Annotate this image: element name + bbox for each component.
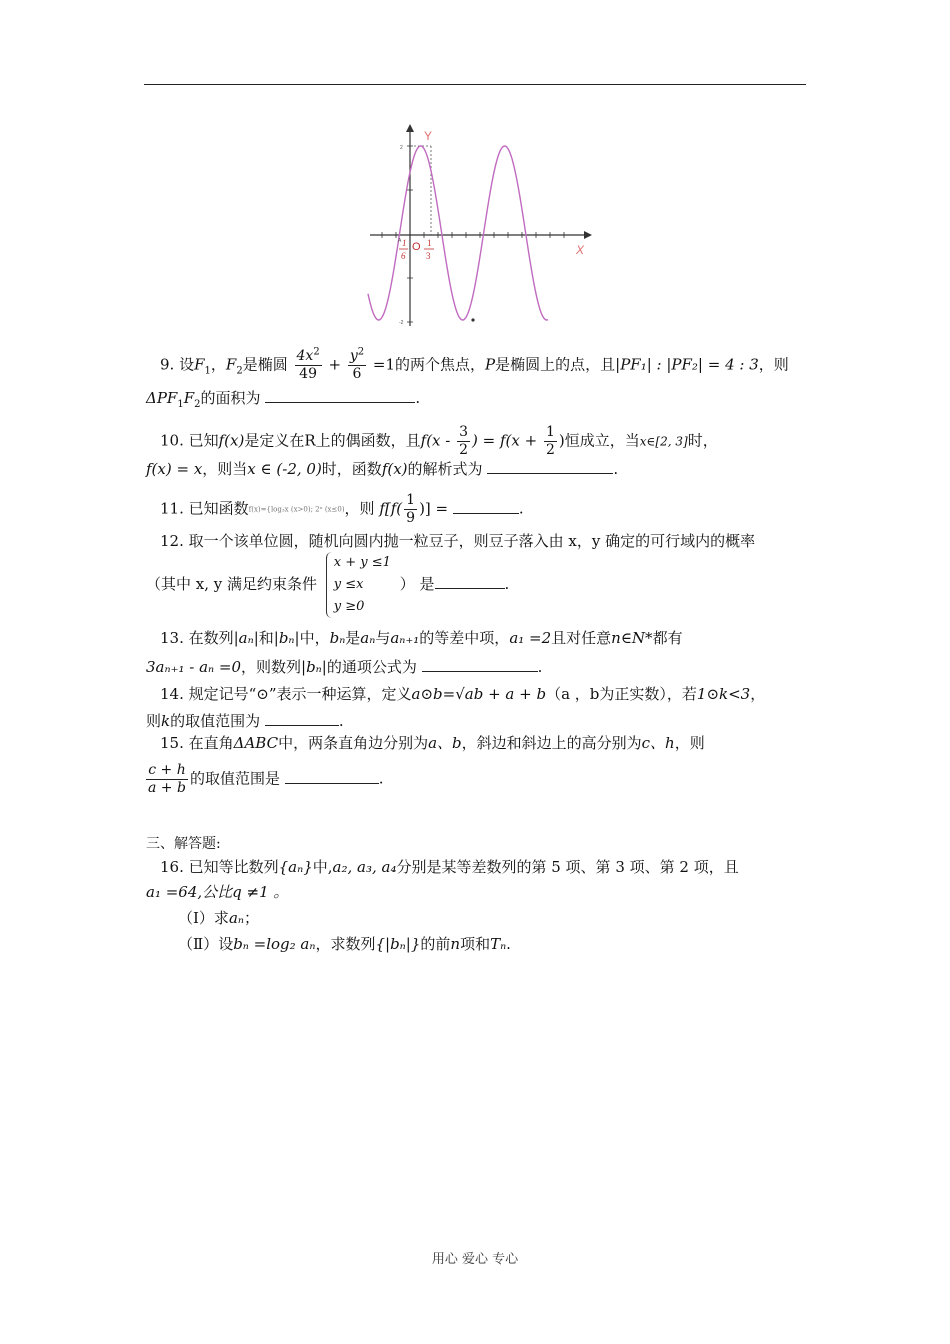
q12-line2: （其中 x, y 满足约束条件 x + y ≤1 y ≤x y ≥0 ） 是 . [146, 552, 509, 618]
q13-line2: 3aₙ₊₁ - aₙ =0，则数列|bₙ|的通项公式为 . [146, 658, 543, 676]
tick-y-neg2: -2 [399, 320, 404, 326]
q11-number: 11. 已知函数 [160, 499, 249, 518]
q9-frac1: $\frac{4x^2}{49}$ [296, 346, 320, 382]
q16-part1: （Ⅰ）求aₙ； [178, 909, 259, 927]
q9-number: 9. 设 [160, 355, 195, 374]
q16-part2: （Ⅱ）设bₙ =log₂ aₙ，求数列{|bₙ|}的前n项和Tₙ. [178, 935, 511, 953]
q14-line2: 则k的取值范围为 . [146, 712, 344, 730]
q10-answer-blank [487, 459, 613, 474]
q11-answer-blank [453, 499, 519, 514]
q9-ratio: |PF₁| : |PF₂| = 4 : 3 [615, 355, 759, 374]
q12-answer-blank [435, 574, 505, 589]
header-rule [144, 84, 806, 85]
q11-line: 11. 已知函数f(x)={log₃x (x>0); 2ˣ (x≤0)，则 f[f( $\frac{1}{9}$ )] = . [160, 492, 524, 526]
q13-line1: 13. 在数列|aₙ|和|bₙ|中，bₙ是aₙ与aₙ₊₁的等差中项，a₁ =2且对任意n∈N*都有 [160, 629, 683, 647]
q10-number: 10. 已知 [160, 431, 219, 450]
q13-answer-blank [422, 657, 538, 672]
x-axis-label: X [576, 243, 585, 257]
q15-line2: $\frac{c + h}{a + b}$ 的取值范围是 . [148, 762, 384, 796]
page-footer: 用心 爱心 专心 [431, 1252, 519, 1267]
tick-y-2: 2 [400, 145, 403, 151]
q12-line1: 12. 取一个该单位圆，随机向圆内抛一粒豆子，则豆子落入由 x，y 确定的可行域内的概率 [160, 532, 756, 550]
q16-line2: a₁ =64,公比q ≠1 。 [146, 883, 289, 901]
q9-frac2: $\frac{y^2}{6}$ [349, 346, 365, 382]
q13-number: 13. 在数列 [160, 629, 234, 647]
tick-right-den: 3 [426, 251, 431, 261]
tick-left-den: 6 [401, 251, 406, 261]
tick-a: A [398, 238, 402, 244]
q10-line2: f(x) = x，则当x ∈ (-2, 0)时，函数f(x)的解析式为 . [146, 460, 619, 478]
q12-constraint-system: x + y ≤1 y ≤x y ≥0 [326, 552, 391, 618]
tick-right-num: 1 [427, 238, 432, 248]
q10-line1: 10. 已知f(x)是定义在R上的偶函数，且f(x - $\frac{3}{2}$ ) = f(x + $\frac{1}{2}$ )恒成立，当x∈[2, 3]时， [160, 424, 718, 458]
q16-number: 16. 已知等比数列 [160, 858, 279, 876]
q15-number: 15. 在直角 [160, 734, 234, 752]
x-axis-arrow [584, 231, 592, 239]
min-point [471, 318, 474, 321]
y-axis-label: Y [424, 129, 433, 143]
q16-line1: 16. 已知等比数列{aₙ}中,a₂, a₃, a₄分别是某等差数列的第 5 项、第 3 项、第 2 项，且 [160, 858, 739, 876]
q14-answer-blank [265, 711, 339, 726]
origin-label: O [412, 241, 421, 253]
sine-curve [368, 146, 548, 320]
q14-number: 14. 规定记号“⊙”表示一种运算，定义 [160, 685, 412, 703]
q15-line1: 15. 在直角ΔABC中，两条直角边分别为a、b，斜边和斜边上的高分别为c、h，则 [160, 734, 705, 752]
q15-answer-blank [285, 769, 379, 784]
q9-line2: $\Delta PF_1F_2$的面积为 . [146, 389, 421, 410]
q9-answer-blank [265, 388, 415, 403]
tick-left-num: 1 [402, 238, 407, 248]
y-axis-arrow [406, 124, 414, 132]
q14-line1: 14. 规定记号“⊙”表示一种运算，定义a⊙b=√ab + a + b（a ，b为正实数），若1⊙k<3， [160, 685, 766, 703]
sine-graph [362, 122, 594, 328]
section-heading: 三、解答题: [146, 836, 221, 852]
q11-piecewise-def: f(x)={log₃x (x>0); 2ˣ (x≤0) [248, 505, 345, 514]
q9-line1: 9. 设$F_1$，$F_2$是椭圆 $\frac{4x^2}{49}$ + $\frac{y^2}{6}$ =1的两个焦点，P是椭圆上的点，且|PF₁| : |PF₂| = 4 : 3，则 [160, 346, 789, 382]
